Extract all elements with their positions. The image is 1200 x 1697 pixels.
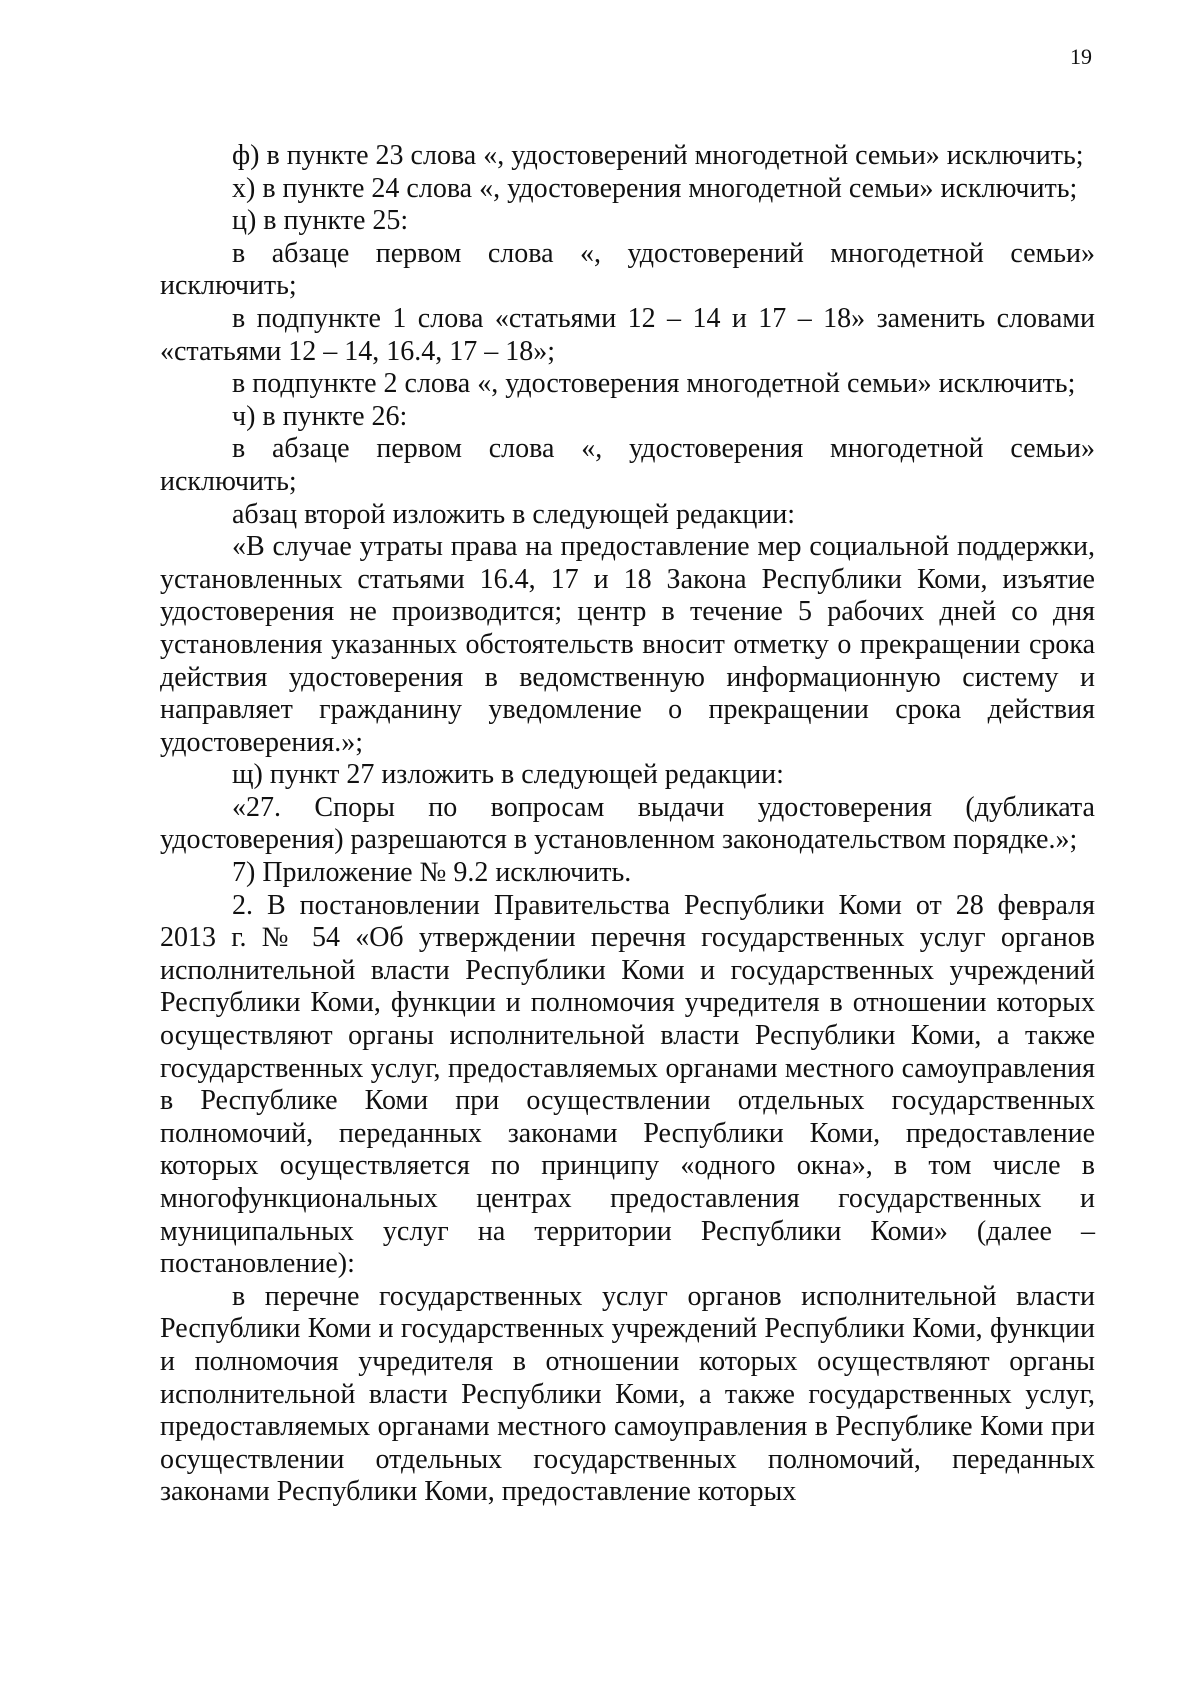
paragraph-7: 7) Приложение № 9.2 исключить.	[232, 857, 632, 889]
paragraph-ts: ц) в пункте 25:	[232, 205, 409, 237]
paragraph-ch: ч) в пункте 26:	[232, 400, 408, 432]
paragraph-f: ф) в пункте 23 слова «, удостоверений многодетной семьи» исключить;	[232, 140, 1084, 171]
paragraph-ts-abzac-1: в абзаце первом слова «, удостоверений многодетной семьи» исключить;	[160, 237, 1095, 302]
paragraph-ch-abzac-2: абзац второй изложить в следующей редакции:	[232, 498, 796, 530]
paragraph-shch: щ) пункт 27 изложить в следующей редакции:	[232, 759, 784, 791]
paragraph-perechen: в перечне государственных услуг органов исполнительной власти Республики Коми и государственных учреждений Республики Коми, функции и полномочия учредителя в отношении которых осуществляют органы исполнительной власти Республики Коми, а также государственных услуг, предоставляемых органами местного самоуправления в Республике Коми при осуществлении отдельных государственных полномочий, переданных законами Республики Коми, предоставление которых	[160, 1280, 1095, 1508]
paragraph-ts-podpunkt-2: в подпункте 2 слова «, удостоверения многодетной семьи» исключить;	[232, 368, 1076, 400]
document-body	[160, 140, 1095, 1509]
page-number: 19	[1070, 44, 1092, 69]
paragraph-punkt-27: «27. Споры по вопросам выдачи удостоверения (дубликата удостоверения) разрешаются в установленном законодательством порядке.»;	[160, 791, 1095, 856]
paragraph-2: 2. В постановлении Правительства Республики Коми от 28 февраля 2013 г. № 54 «Об утверждении перечня государственных услуг органов исполнительной власти Республики Коми и государственных учреждений Республики Коми, функции и полномочия учредителя в отношении которых осуществляют органы исполнительной власти Республики Коми, а также государственных услуг, предоставляемых органами местного самоуправления в Республике Коми при осуществлении отдельных государственных полномочий, переданных законами Республики Коми, предоставление которых осуществляется по принципу «одного окна», в том числе в многофункциональных центрах предоставления государственных и муниципальных услуг на территории Республики Коми» (далее – постановление):	[160, 889, 1095, 1280]
paragraph-ch-new-text: «В случае утраты права на предоставление мер социальной поддержки, установленных статьями 16.4, 17 и 18 Закона Республики Коми, изъятие удостоверения не производится; центр в течение 5 рабочих дней со дня установления указанных обстоятельств вносит отметку о прекращении срока действия удостоверения в ведомственную информационную систему и направляет гражданину уведомление о прекращении срока действия удостоверения.»;	[160, 531, 1095, 758]
paragraph-ch-abzac-1: в абзаце первом слова «, удостоверения многодетной семьи» исключить;	[160, 433, 1095, 497]
paragraph-ts-podpunkt-1: в подпункте 1 слова «статьями 12 – 14 и 17 – 18» заменить словами «статьями 12 – 14, 16.4, 17 – 18»;	[160, 302, 1095, 367]
paragraph-kh: х) в пункте 24 слова «, удостоверения многодетной семьи» исключить;	[232, 172, 1078, 204]
